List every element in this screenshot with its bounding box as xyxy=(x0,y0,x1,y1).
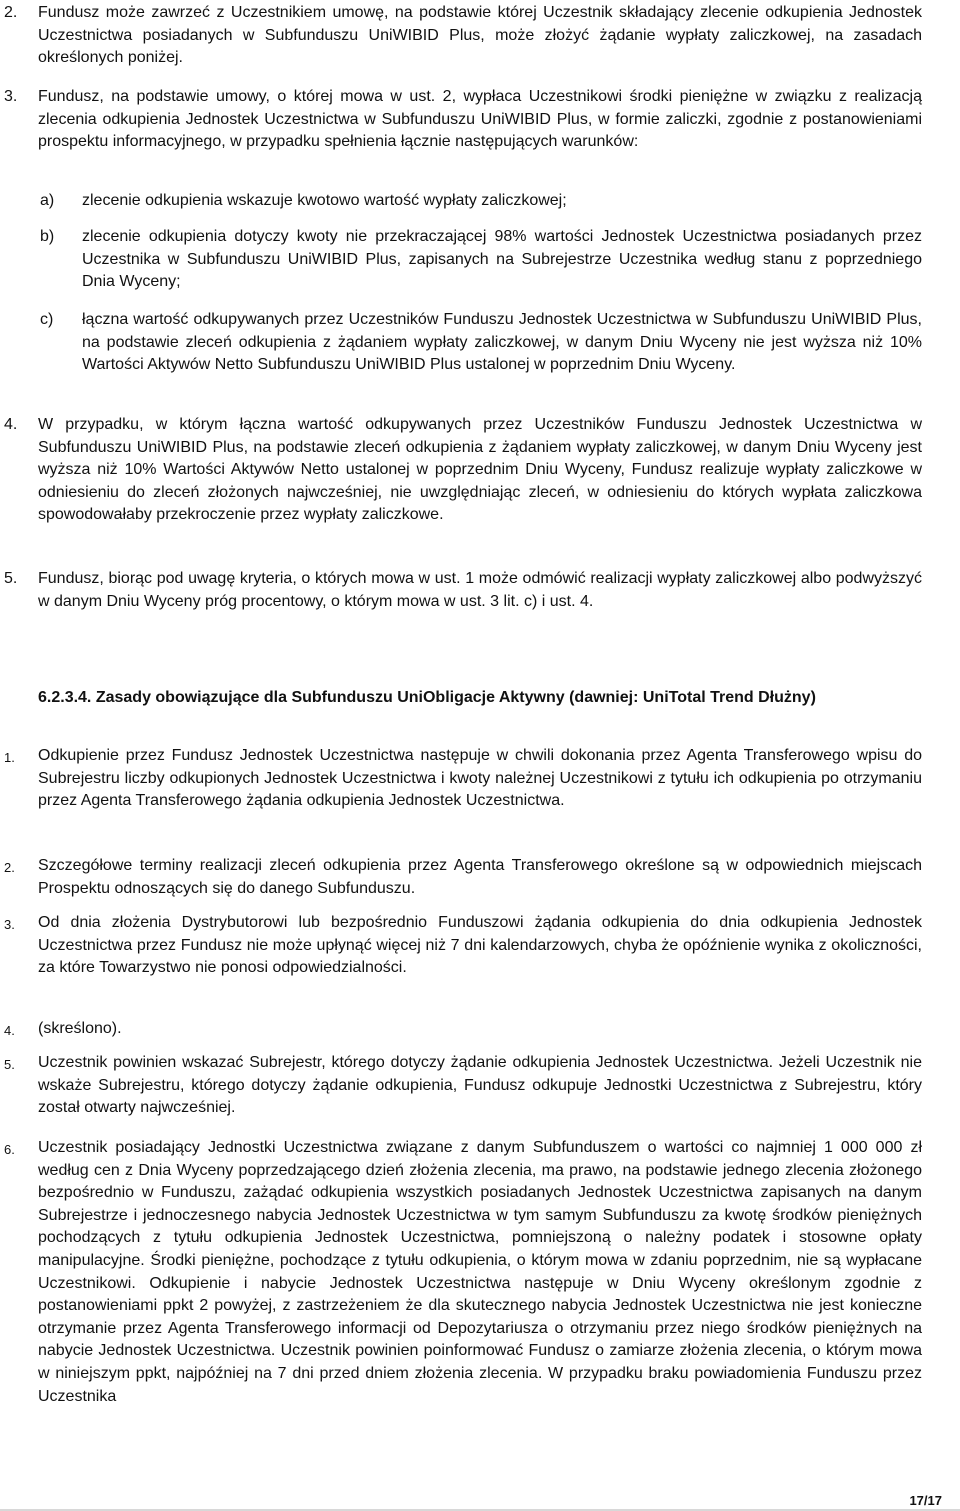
condition-label: a) xyxy=(40,192,55,209)
item-number: 6. xyxy=(4,1142,15,1157)
item-number: 5. xyxy=(4,570,18,587)
item-number: 2. xyxy=(4,860,15,875)
paragraph: Fundusz może zawrzeć z Uczestnikiem umowę, na podstawie której Uczestnik składający zlecenie odkupienia Jednostek Uczestnictwa posiadanych w Subfunduszu UniWIBID Plus, może złożyć żądanie wypłaty zaliczkowej, na zasadach określonych poniżej. xyxy=(38,4,922,67)
paragraph: Fundusz, biorąc pod uwagę kryteria, o których mowa w ust. 1 może odmówić realizacji wypłaty zaliczkowej albo podwyższyć w danym Dniu Wyceny próg procentowy, o którym mowa w ust. 3 lit. c) i ust. 4. xyxy=(38,570,922,610)
item-number: 2. xyxy=(4,4,18,21)
paragraph: Fundusz, na podstawie umowy, o której mowa w ust. 2, wypłaca Uczestnikowi środki pieniężne w związku z realizacją zlecenia odkupienia Jednostek Uczestnictwa w Subfunduszu UniWIBID Plus, w formie zaliczki, zgodnie z postanowieniami prospektu informacyjnego, w przypadku spełnienia łącznie następujących warunków: xyxy=(38,88,922,151)
page-number: 17/17 xyxy=(909,1493,942,1508)
paragraph: Uczestnik powinien wskazać Subrejestr, którego dotyczy żądanie odkupienia Jednostek Uczestnictwa. Jeżeli Uczestnik nie wskaże Subrejestru, którego dotyczy żądanie odkupienia, Fundusz odkupuje Jednostki Uczestnictwa z Subrejestru, który został otwarty najwcześniej. xyxy=(38,1054,922,1117)
item-number: 1. xyxy=(4,750,15,765)
paragraph: (skreślono). xyxy=(38,1020,122,1037)
item-number: 3. xyxy=(4,917,15,932)
item-number: 5. xyxy=(4,1057,15,1072)
condition-text: łączna wartość odkupywanych przez Uczestników Funduszu Jednostek Uczestnictwa w Subfunduszu UniWIBID Plus, na podstawie zleceń odkupienia z żądaniem wypłaty zaliczkowej, w danym Dniu Wyceny nie jest wyższa niż 10% Wartości Aktywów Netto Subfunduszu UniWIBID Plus ustalonej w poprzednim Dniu Wyceny. xyxy=(82,311,922,374)
item-number: 3. xyxy=(4,88,18,105)
condition-label: c) xyxy=(40,311,54,328)
item-number: 4. xyxy=(4,416,18,433)
condition-label: b) xyxy=(40,228,55,245)
condition-text: zlecenie odkupienia dotyczy kwoty nie przekraczającej 98% wartości Jednostek Uczestnictwa posiadanych przez Uczestnika w Subfunduszu UniWIBID Plus, zapisanych na Subrejestrze Uczestnika według stanu z poprzedniego Dnia Wyceny; xyxy=(82,228,922,291)
paragraph: Odkupienie przez Fundusz Jednostek Uczestnictwa następuje w chwili dokonania przez Agenta Transferowego wpisu do Subrejestru liczby odkupionych Jednostek Uczestnictwa i kwoty należnej Uczestnikowi z tytułu ich odkupienia po otrzymaniu przez Agenta Transferowego żądania odkupienia Jednostek Uczestnictwa. xyxy=(38,747,922,810)
paragraph: Uczestnik posiadający Jednostki Uczestnictwa związane z danym Subfunduszem o wartości co najmniej 1 000 000 zł według cen z Dnia Wyceny poprzedzającego dzień złożenia zlecenia, ma prawo, na podstawie jednego zlecenia złożonego bezpośrednio w Funduszu, zażądać odkupienia wszystkich posiadanych Jednostek Uczestnictwa zapisanych na danym Subrejestrze i jednoczesnego nabycia Jednostek Uczestnictwa w tym samym Subfunduszu za kwotę środków pieniężnych pochodzących z tytułu odkupienia Jednostek Uczestnictwa, pomniejszoną o należny podatek i stosowne opłaty manipulacyjne. Środki pieniężne, pochodzące z tytułu odkupienia, o którym mowa w zdaniu poprzednim, nie są wypłacane Uczestnikowi. Odkupienie i nabycie Jednostek Uczestnictwa następuje w Dniu Wyceny określonym zgodnie z postanowieniami ppkt 2 powyżej, z zastrzeżeniem że dla skutecznego nabycia Jednostek Uczestnictwa nie jest konieczne otrzymanie przez Agenta Transferowego informacji od Depozytariusza o otrzymaniu przez niego środków pieniężnych na nabycie Jednostek Uczestnictwa. Uczestnik powinien poinformować Fundusz o zamiarze złożenia zlecenia, o którym mowa w niniejszym ppkt, najpóźniej na 7 dni przed dniem złożenia zlecenia. W przypadku braku powiadomienia Funduszu przez Uczestnika xyxy=(38,1139,922,1405)
section-heading: 6.2.3.4. Zasady obowiązujące dla Subfunduszu UniObligacje Aktywny (dawniej: UniTotal Trend Dłużny) xyxy=(38,689,816,706)
condition-text: zlecenie odkupienia wskazuje kwotowo wartość wypłaty zaliczkowej; xyxy=(82,192,567,209)
paragraph: Od dnia złożenia Dystrybutorowi lub bezpośrednio Funduszowi żądania odkupienia do dnia odkupienia Jednostek Uczestnictwa przez Fundusz nie może upłynąć więcej niż 7 dni kalendarzowych, chyba że opóźnienie wynika z okoliczności, za które Towarzystwo nie ponosi odpowiedzialności. xyxy=(38,914,922,977)
paragraph: Szczegółowe terminy realizacji zleceń odkupienia przez Agenta Transferowego określone są w odpowiednich miejscach Prospektu odnoszących się do danego Subfunduszu. xyxy=(38,857,922,897)
item-number: 4. xyxy=(4,1023,15,1038)
paragraph: W przypadku, w którym łączna wartość odkupywanych przez Uczestników Funduszu Jednostek Uczestnictwa w Subfunduszu UniWIBID Plus, na podstawie zleceń odkupienia z żądaniem wypłaty zaliczkowej, w danym Dniu Wyceny jest wyższa niż 10% Wartości Aktywów Netto ustalonej w poprzednim Dniu Wyceny, Fundusz realizuje wypłaty zaliczkowe w odniesieniu do zleceń złożonych najwcześniej, nie uwzględniając zleceń, w odniesieniu do których wypłata zaliczkowa spowodowałaby przekroczenie przez wypłaty zaliczkowe. xyxy=(38,416,922,524)
